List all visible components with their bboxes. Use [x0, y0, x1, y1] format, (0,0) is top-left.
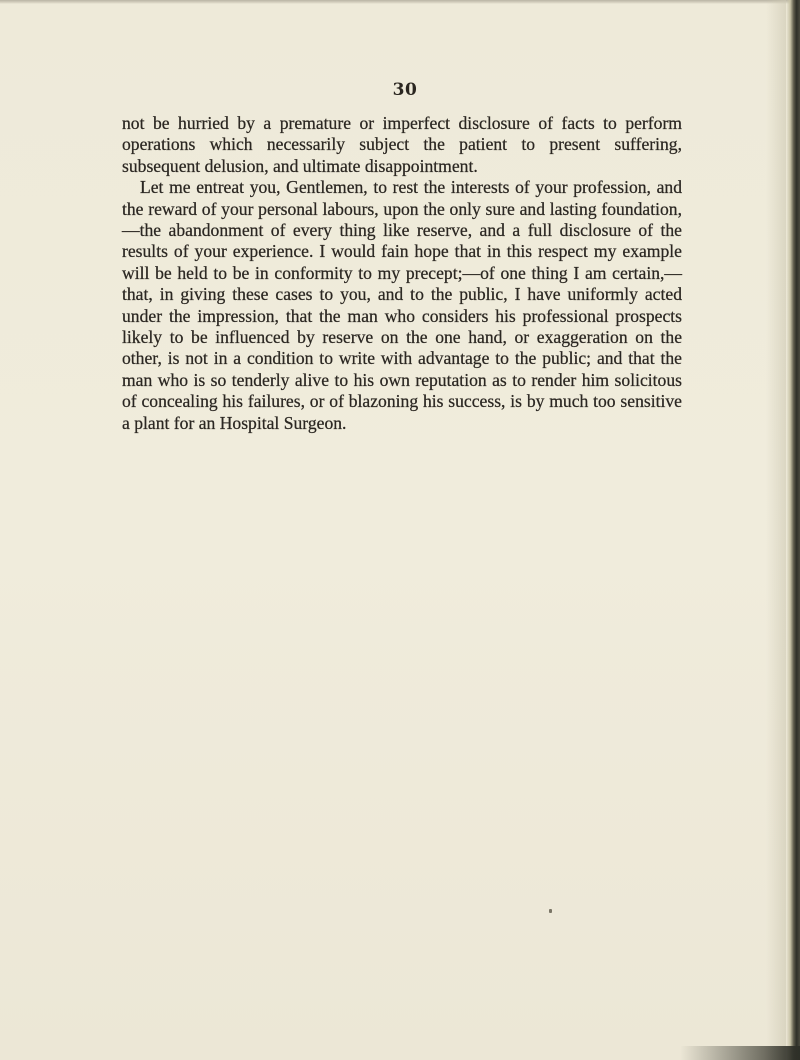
page-number: 30: [392, 80, 418, 100]
page-gutter-shade: [766, 0, 786, 1060]
paragraph-entreaty: Let me entreat you, Gentlemen, to rest the interests of your profession, and the reward of your personal labours, upon the only sure and lasting foundation,—the abandonment of every thing like reserve, and a full disclosure of the results of your experience. I would fain hope that in this respect my example will be held to be in conformity to my precept;—of one thing I am certain,—that, in giving these cases to you, and to the public, I have uniformly acted under the impression, that the man who considers his professional prospects likely to be influenced by reserve on the one hand, or exaggeration on the other, is not in a condition to write with advantage to the public; and that the man who is so tenderly alive to his own reputation as to render him solicitous of concealing his failures, or of blazoning his success, is by much too sensitive a plant for an Hospital Surgeon.: [122, 177, 682, 433]
page-body: [122, 113, 682, 434]
page-top-edge: [0, 0, 790, 4]
page-corner-shadow: [680, 1046, 800, 1060]
page-right-edge: [786, 0, 800, 1060]
paper-speck: [549, 909, 552, 913]
paragraph-continuation: not be hurried by a premature or imperfect disclosure of facts to perform operations which necessarily subject the patient to present suffering, subsequent delusion, and ultimate disappointment.: [122, 113, 682, 176]
